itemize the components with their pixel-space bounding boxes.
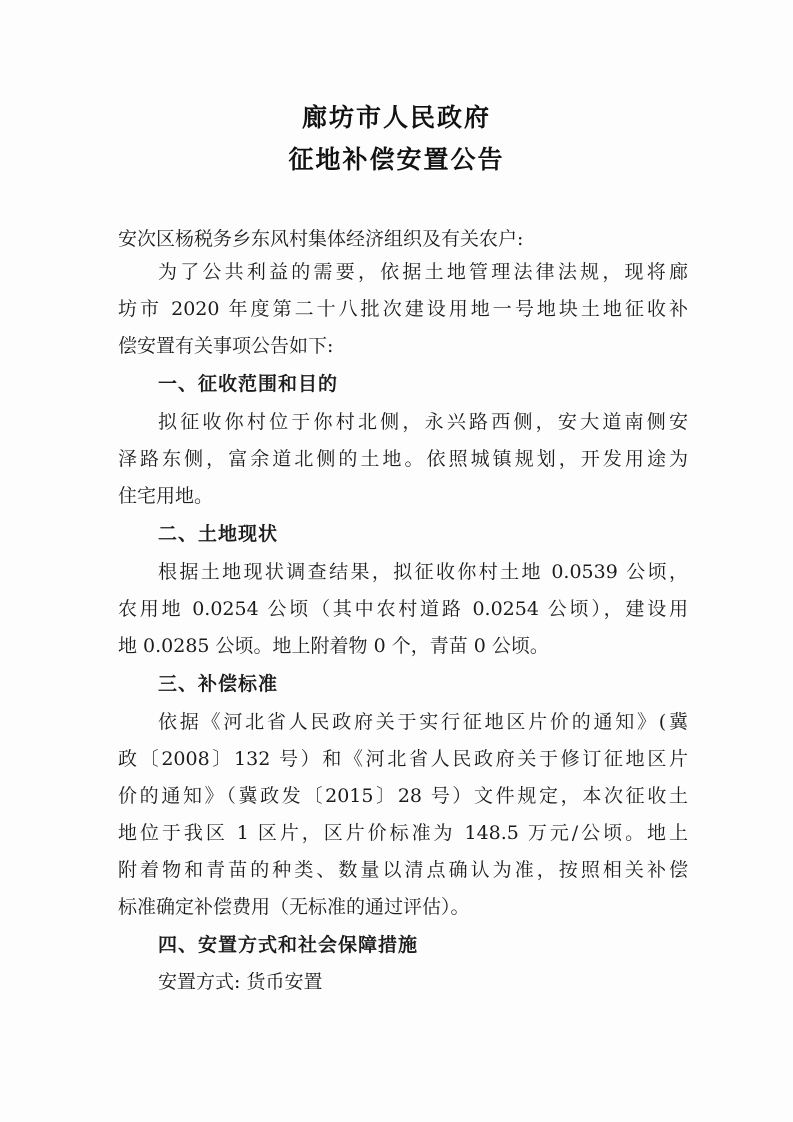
section-4-heading: 四、安置方式和社会保障措施 (158, 934, 419, 956)
document-title-line1: 廊坊市人民政府 (301, 103, 491, 132)
section-1-line-1: 拟征收你村位于你村北侧，永兴路西侧，安大道南侧安 (158, 411, 688, 433)
intro-line-3: 偿安置有关事项公告如下: (118, 335, 334, 357)
section-4-line-1: 安置方式: 货币安置 (158, 971, 323, 993)
section-1-line-3: 住宅用地。 (118, 485, 214, 507)
addressee: 安次区杨税务乡东风村集体经济组织及有关农户: (118, 228, 524, 250)
section-3-line-6: 标准确定补偿费用（无标准的通过评估）。 (118, 896, 470, 918)
section-3-line-5: 附着物和青苗的种类、数量以清点确认为准，按照相关补偿 (118, 859, 688, 881)
section-3-line-2: 政〔2008〕132 号）和《河北省人民政府关于修订征地区片 (118, 748, 688, 770)
section-2-line-2: 农用地 0.0254 公顷（其中农村道路 0.0254 公顷），建设用 (118, 598, 688, 620)
intro-line-1: 为了公共利益的需要，依据土地管理法律法规，现将廊 (158, 261, 688, 283)
section-3-line-4: 地位于我区 1 区片，区片价标准为 148.5 万元/公顷。地上 (118, 822, 688, 844)
section-2-line-3: 地 0.0285 公顷。地上附着物 0 个，青苗 0 公顷。 (118, 635, 549, 657)
section-1-line-2: 泽路东侧，富余道北侧的土地。依照城镇规划，开发用途为 (118, 448, 688, 470)
document-title-line2: 征地补偿安置公告 (288, 145, 505, 174)
section-1-heading: 一、征收范围和目的 (158, 373, 339, 395)
section-3-line-1: 依据《河北省人民政府关于实行征地区片价的通知》(冀 (158, 711, 688, 733)
section-3-heading: 三、补偿标准 (158, 673, 279, 695)
section-2-heading: 二、土地现状 (158, 523, 279, 545)
intro-line-2: 坊市 2020 年度第二十八批次建设用地一号地块土地征收补 (118, 298, 688, 320)
section-2-line-1: 根据土地现状调查结果，拟征收你村土地 0.0539 公顷， (158, 561, 688, 583)
section-3-line-3: 价的通知》（冀政发〔2015〕28 号）文件规定，本次征收土 (118, 785, 688, 807)
